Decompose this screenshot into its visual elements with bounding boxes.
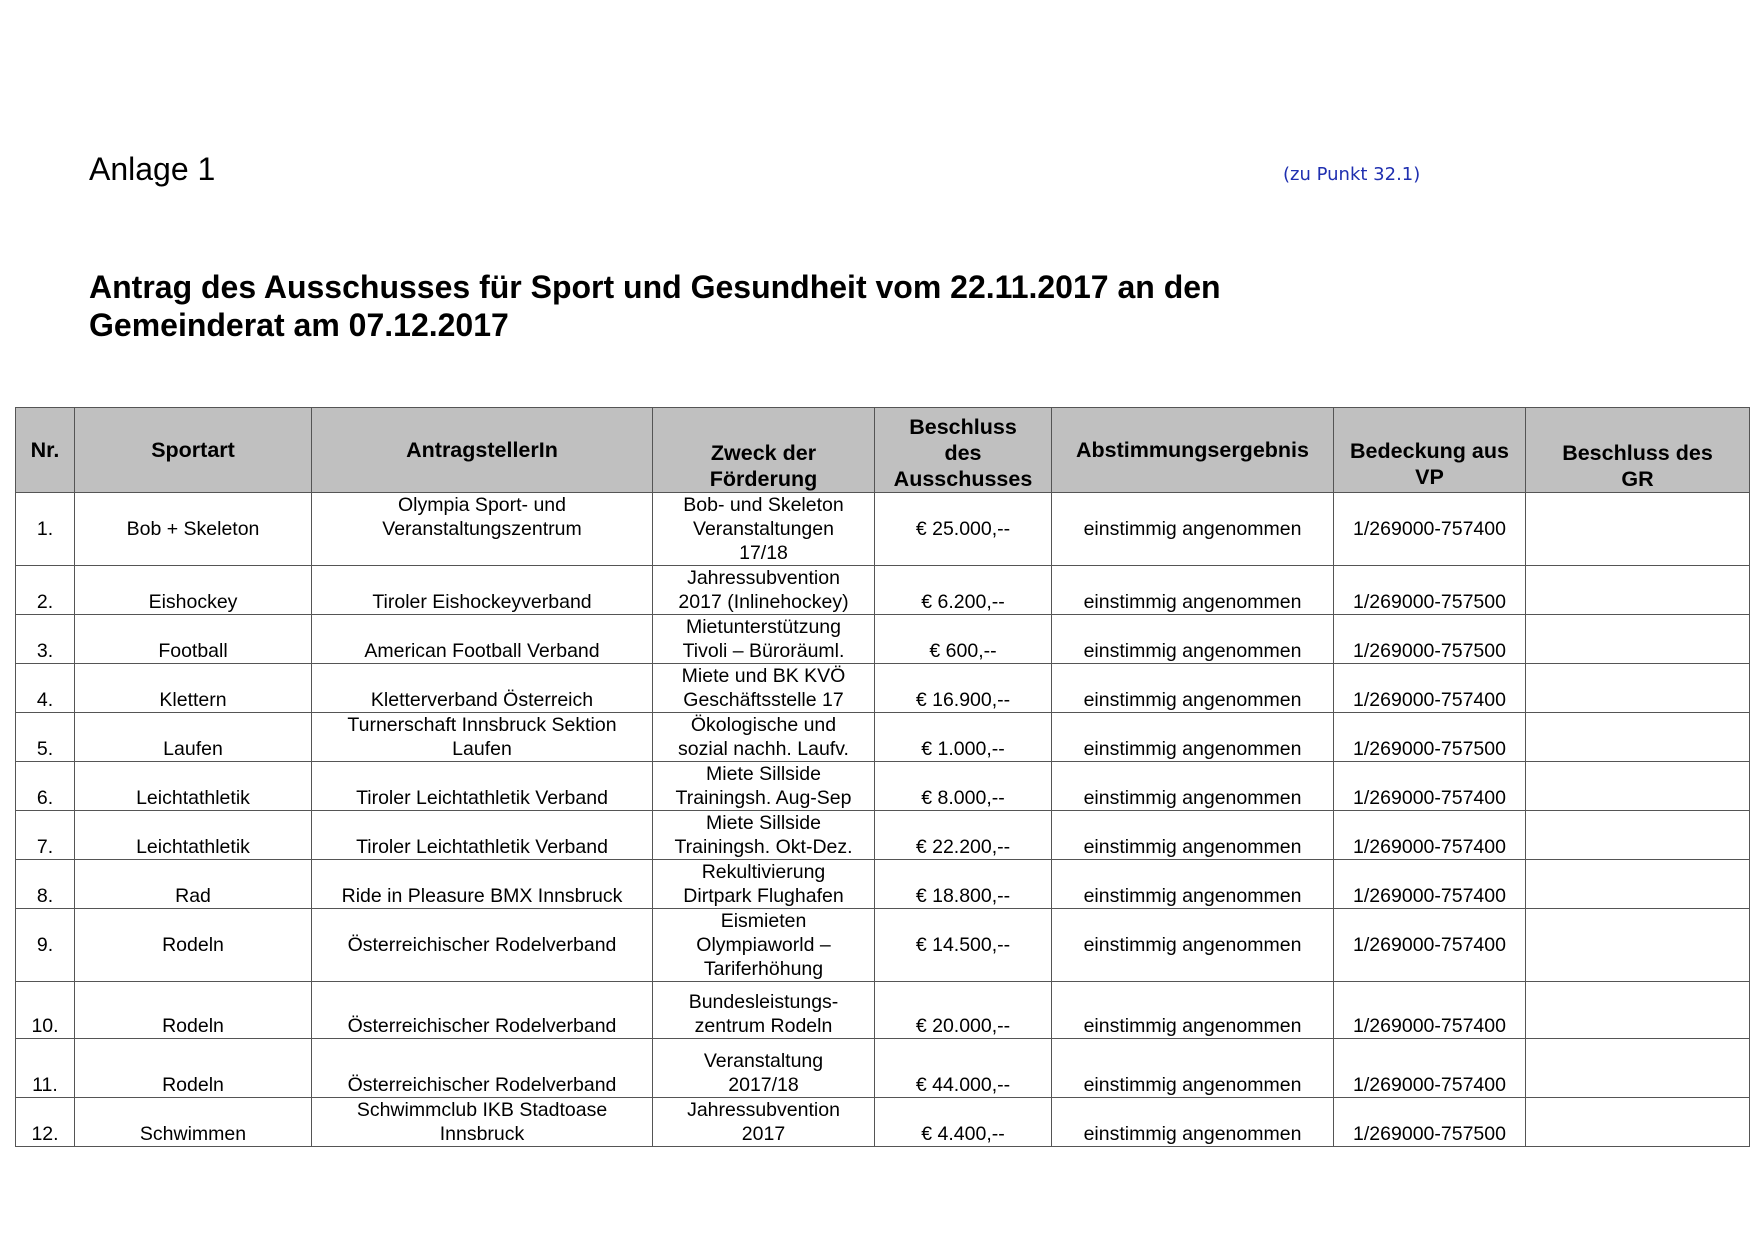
row-beschluss-gr — [1526, 1098, 1750, 1147]
row-antragsteller: Tiroler Leichtathletik Verband — [312, 762, 653, 811]
row-betrag: € 44.000,-- — [875, 1039, 1052, 1098]
table-row — [16, 615, 1750, 664]
header-beschluss-ausschuss: Beschluss des Ausschusses — [875, 408, 1052, 493]
row-number: 4. — [16, 664, 75, 713]
row-beschluss-gr — [1526, 762, 1750, 811]
agenda-reference: (zu Punkt 32.1) — [1283, 164, 1421, 185]
table-row — [16, 762, 1750, 811]
row-number: 5. — [16, 713, 75, 762]
row-beschluss-gr — [1526, 493, 1750, 566]
row-antragsteller: American Football Verband — [312, 615, 653, 664]
row-sportart: Rodeln — [75, 982, 312, 1039]
row-bedeckung: 1/269000-757400 — [1334, 762, 1526, 811]
row-abstimmung: einstimmig angenommen — [1052, 982, 1334, 1039]
row-betrag: € 4.400,-- — [875, 1098, 1052, 1147]
table-row — [16, 1098, 1750, 1147]
row-number: 3. — [16, 615, 75, 664]
row-abstimmung: einstimmig angenommen — [1052, 493, 1334, 566]
row-zweck: Miete und BK KVÖ Geschäftsstelle 17 — [653, 664, 875, 713]
row-zweck: Veranstaltung 2017/18 — [653, 1039, 875, 1098]
row-betrag: € 14.500,-- — [875, 909, 1052, 982]
row-zweck: Bob- und Skeleton Veranstaltungen 17/18 — [653, 493, 875, 566]
row-number: 6. — [16, 762, 75, 811]
row-beschluss-gr — [1526, 615, 1750, 664]
row-sportart: Rodeln — [75, 1039, 312, 1098]
row-betrag: € 8.000,-- — [875, 762, 1052, 811]
header-bedeckung: Bedeckung aus VP — [1334, 408, 1526, 493]
table-row — [16, 982, 1750, 1039]
row-zweck: Ökologische und sozial nachh. Laufv. — [653, 713, 875, 762]
row-antragsteller: Turnerschaft Innsbruck Sektion Laufen — [312, 713, 653, 762]
row-betrag: € 600,-- — [875, 615, 1052, 664]
row-antragsteller: Tiroler Leichtathletik Verband — [312, 811, 653, 860]
row-bedeckung: 1/269000-757400 — [1334, 664, 1526, 713]
row-zweck: Miete Sillside Trainingsh. Aug-Sep — [653, 762, 875, 811]
row-number: 11. — [16, 1039, 75, 1098]
row-sportart: Leichtathletik — [75, 762, 312, 811]
row-beschluss-gr — [1526, 811, 1750, 860]
row-abstimmung: einstimmig angenommen — [1052, 566, 1334, 615]
row-antragsteller: Olympia Sport- und Veranstaltungszentrum — [312, 493, 653, 566]
row-bedeckung: 1/269000-757400 — [1334, 1039, 1526, 1098]
row-bedeckung: 1/269000-757400 — [1334, 909, 1526, 982]
row-sportart: Laufen — [75, 713, 312, 762]
table-row — [16, 811, 1750, 860]
row-number: 7. — [16, 811, 75, 860]
row-abstimmung: einstimmig angenommen — [1052, 1039, 1334, 1098]
row-abstimmung: einstimmig angenommen — [1052, 1098, 1334, 1147]
row-betrag: € 1.000,-- — [875, 713, 1052, 762]
row-number: 10. — [16, 982, 75, 1039]
row-beschluss-gr — [1526, 982, 1750, 1039]
row-bedeckung: 1/269000-757500 — [1334, 1098, 1526, 1147]
row-abstimmung: einstimmig angenommen — [1052, 811, 1334, 860]
row-bedeckung: 1/269000-757500 — [1334, 713, 1526, 762]
row-beschluss-gr — [1526, 713, 1750, 762]
row-zweck: Bundesleistungs- zentrum Rodeln — [653, 982, 875, 1039]
row-betrag: € 18.800,-- — [875, 860, 1052, 909]
row-sportart: Schwimmen — [75, 1098, 312, 1147]
row-abstimmung: einstimmig angenommen — [1052, 664, 1334, 713]
row-zweck: Eismieten Olympiaworld – Tariferhöhung — [653, 909, 875, 982]
row-abstimmung: einstimmig angenommen — [1052, 762, 1334, 811]
row-beschluss-gr — [1526, 860, 1750, 909]
table-header-row — [16, 408, 1750, 493]
row-sportart: Leichtathletik — [75, 811, 312, 860]
row-beschluss-gr — [1526, 909, 1750, 982]
table-row — [16, 860, 1750, 909]
table-row — [16, 1039, 1750, 1098]
row-bedeckung: 1/269000-757500 — [1334, 566, 1526, 615]
row-antragsteller: Österreichischer Rodelverband — [312, 1039, 653, 1098]
funding-table — [15, 407, 1750, 1147]
row-bedeckung: 1/269000-757400 — [1334, 982, 1526, 1039]
row-number: 8. — [16, 860, 75, 909]
table-row — [16, 493, 1750, 566]
row-beschluss-gr — [1526, 664, 1750, 713]
header-nr: Nr. — [16, 408, 75, 493]
row-antragsteller: Tiroler Eishockeyverband — [312, 566, 653, 615]
row-zweck: Rekultivierung Dirtpark Flughafen — [653, 860, 875, 909]
header-antragsteller: AntragstellerIn — [312, 408, 653, 493]
row-sportart: Klettern — [75, 664, 312, 713]
attachment-label: Anlage 1 — [89, 151, 216, 187]
row-abstimmung: einstimmig angenommen — [1052, 909, 1334, 982]
row-abstimmung: einstimmig angenommen — [1052, 615, 1334, 664]
row-antragsteller: Kletterverband Österreich — [312, 664, 653, 713]
row-bedeckung: 1/269000-757500 — [1334, 615, 1526, 664]
row-sportart: Football — [75, 615, 312, 664]
row-zweck: Miete Sillside Trainingsh. Okt-Dez. — [653, 811, 875, 860]
table-row — [16, 909, 1750, 982]
row-abstimmung: einstimmig angenommen — [1052, 860, 1334, 909]
row-number: 12. — [16, 1098, 75, 1147]
header-beschluss-gr: Beschluss des GR — [1526, 408, 1750, 493]
row-betrag: € 22.200,-- — [875, 811, 1052, 860]
row-betrag: € 25.000,-- — [875, 493, 1052, 566]
row-antragsteller: Österreichischer Rodelverband — [312, 909, 653, 982]
row-antragsteller: Österreichischer Rodelverband — [312, 982, 653, 1039]
row-zweck: Jahressubvention 2017 — [653, 1098, 875, 1147]
row-sportart: Rad — [75, 860, 312, 909]
row-bedeckung: 1/269000-757400 — [1334, 493, 1526, 566]
row-abstimmung: einstimmig angenommen — [1052, 713, 1334, 762]
row-zweck: Mietunterstützung Tivoli – Büroräuml. — [653, 615, 875, 664]
row-zweck: Jahressubvention 2017 (Inlinehockey) — [653, 566, 875, 615]
row-antragsteller: Schwimmclub IKB Stadtoase Innsbruck — [312, 1098, 653, 1147]
header-sportart: Sportart — [75, 408, 312, 493]
row-number: 9. — [16, 909, 75, 982]
row-beschluss-gr — [1526, 1039, 1750, 1098]
row-bedeckung: 1/269000-757400 — [1334, 811, 1526, 860]
row-antragsteller: Ride in Pleasure BMX Innsbruck — [312, 860, 653, 909]
row-bedeckung: 1/269000-757400 — [1334, 860, 1526, 909]
row-number: 1. — [16, 493, 75, 566]
table-row — [16, 713, 1750, 762]
row-betrag: € 16.900,-- — [875, 664, 1052, 713]
title-line-2: Gemeinderat am 07.12.2017 — [89, 307, 509, 343]
row-beschluss-gr — [1526, 566, 1750, 615]
document-title — [89, 268, 1589, 344]
header-abstimmung: Abstimmungsergebnis — [1052, 408, 1334, 493]
table-row — [16, 664, 1750, 713]
row-sportart: Eishockey — [75, 566, 312, 615]
table-row — [16, 566, 1750, 615]
header-zweck: Zweck der Förderung — [653, 408, 875, 493]
row-sportart: Bob + Skeleton — [75, 493, 312, 566]
row-number: 2. — [16, 566, 75, 615]
row-betrag: € 20.000,-- — [875, 982, 1052, 1039]
row-betrag: € 6.200,-- — [875, 566, 1052, 615]
row-sportart: Rodeln — [75, 909, 312, 982]
title-line-1: Antrag des Ausschusses für Sport und Gesundheit vom 22.11.2017 an den — [89, 269, 1221, 305]
